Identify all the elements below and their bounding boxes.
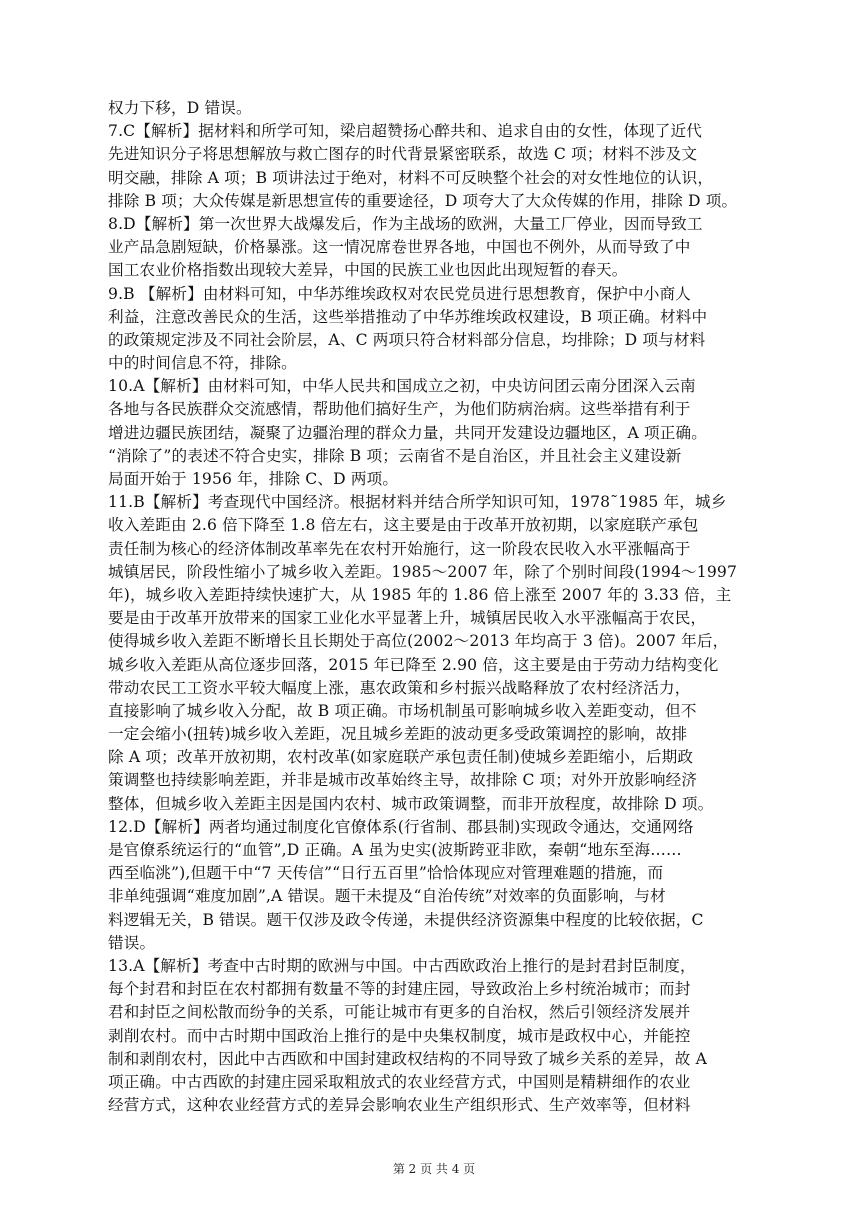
text-line: 13.A【解析】考查中古时期的欧洲与中国。中古西欧政治上推行的是封君封臣制度， [108, 956, 696, 975]
text-line: 利益，注意改善民众的生活，这些举措推动了中华苏维埃政权建设，B 项正确。材料中 [108, 307, 708, 326]
text-line: 使得城乡收入差距不断增长且长期处于高位(2002～2013 年均高于 3 倍)。2007 年后， [108, 632, 729, 651]
text-line: 业产品急剧短缺，价格暴涨。这一情况席卷世界各地，中国也不例外，从而导致了中 [108, 238, 691, 257]
text-line: 9.B 【解析】由材料可知，中华苏维埃政权对农民党员进行思想教育，保护中小商人 [108, 284, 691, 303]
text-line: 项正确。中古西欧的封建庄园采取粗放式的农业经营方式，中国则是精耕细作的农业 [108, 1072, 691, 1091]
text-line: 君和封臣之间松散而纷争的关系，可能让城市有更多的自治权，然后引领经济发展并 [108, 1003, 691, 1022]
text-line: 城乡收入差距从高位逐步回落，2015 年已降至 2.90 倍，这主要是由于劳动力结构变化 [108, 655, 719, 674]
text-line: 明交融，排除 A 项；B 项讲法过于绝对，材料不可反映整个社会的对女性地位的认识， [108, 168, 714, 187]
text-line: 非单纯强调“难度加剧”,A 错误。题干未提及“自治传统”对效率的负面影响，与材 [108, 887, 666, 906]
text-line: 年)，城乡收入差距持续快速扩大，从 1985 年的 1.86 倍上涨至 2007 年的 3.33 倍，主 [108, 585, 732, 604]
text-line: 的政策规定涉及不同社会阶层，A、C 两项只符合材料部分信息，均排除；D 项与材料 [108, 330, 706, 349]
text-line: 排除 B 项；大众传媒是新思想宣传的重要途径，D 项夸大了大众传媒的作用，排除 D 项。 [108, 191, 738, 210]
text-line: 12.D【解析】两者均通过制度化官僚体系(行省制、郡县制)实现政令通达，交通网络 [108, 817, 694, 836]
text-line: 带动农民工工资水平较大幅度上涨，惠农政策和乡村振兴战略释放了农村经济活力， [108, 678, 691, 697]
text-line: “消除了”的表述不符合史实，排除 B 项；云南省不是自治区，并且社会主义建设新 [108, 446, 682, 465]
text-line: 每个封君和封臣在农村都拥有数量不等的封建庄园，导致政治上乡村统治城市；而封 [108, 980, 691, 999]
text-line: 先进知识分子将思想解放与救亡图存的时代背景紧密联系，故选 C 项；材料不涉及文 [108, 145, 698, 164]
text-line: 料逻辑无关，B 错误。题干仅涉及政令传递，未提供经济资源集中程度的比较依据，C [108, 910, 704, 929]
answer-explanation-text [108, 97, 768, 1117]
text-line: 7.C【解析】据材料和所学可知，梁启超赞扬心醉共和、追求自由的女性，体现了近代 [108, 122, 703, 141]
text-line: 权力下移，D 错误。 [108, 99, 252, 117]
text-line: 城镇居民，阶段性缩小了城乡收入差距。1985～2007 年，除了个别时间段(1994～1997 [108, 562, 738, 581]
text-line: 责任制为核心的经济体制改革率先在农村开始施行，这一阶段农民收入水平涨幅高于 [108, 539, 691, 558]
text-line: 11.B【解析】考查现代中国经济。根据材料并结合所学知识可知，1978˜1985 年，城乡 [108, 493, 727, 512]
text-line: 要是由于改革开放带来的国家工业化水平显著上升，城镇居民收入水平涨幅高于农民， [108, 609, 707, 628]
text-line: 直接影响了城乡收入分配，故 B 项正确。市场机制虽可影响城乡收入差距变动，但不 [108, 701, 697, 720]
text-line: 国工农业价格指数出现较大差异，中国的民族工业也因此出现短暂的春天。 [108, 261, 628, 280]
text-line: 剥削农村。而中古时期中国政治上推行的是中央集权制度，城市是政权中心，并能控 [108, 1026, 691, 1045]
text-line: 各地与各民族群众交流感情，帮助他们搞好生产，为他们防病治病。这些举措有利于 [108, 400, 691, 419]
text-line: 中的时间信息不符，排除。 [108, 354, 297, 373]
text-line: 西至临洮”),但题干中“7 天传信”“日行五百里”恰恰体现应对管理难题的措施，而 [108, 864, 664, 883]
text-line: 错误。 [108, 933, 156, 952]
text-line: 一定会缩小(扭转)城乡收入差距，况且城乡差距的波动更多受政策调控的影响，故排 [108, 725, 688, 744]
text-line: 除 A 项；改革开放初期，农村改革(如家庭联产承包责任制)使城乡差距缩小，后期政 [108, 748, 694, 767]
text-line: 是官僚系统运行的“血管”,D 正确。A 虽为史实(波斯跨亚非欧，秦朝“地东至海…… [108, 841, 682, 859]
text-line: 8.D【解析】第一次世界大战爆发后，作为主战场的欧洲，大量工厂停业，因而导致工 [108, 214, 703, 233]
text-line: 整体，但城乡收入差距主因是国内农村、城市政策调整，而非开放程度，故排除 D 项。 [108, 794, 714, 813]
text-line: 策调整也持续影响差距，并非是城市改革始终主导，故排除 C 项；对外开放影响经济 [108, 771, 698, 790]
text-line: 局面开始于 1956 年，排除 C、D 两项。 [108, 470, 399, 488]
text-line: 收入差距由 2.6 倍下降至 1.8 倍左右，这主要是由于改革开放初期，以家庭联产承包 [108, 516, 699, 535]
text-line: 制和剥削农村，因此中古西欧和中国封建政权结构的不同导致了城乡关系的差异，故 A [108, 1049, 708, 1068]
text-line: 10.A【解析】由材料可知，中华人民共和国成立之初，中央访问团云南分团深入云南 [108, 377, 696, 396]
page-footer: 第 2 页 共 4 页 [392, 1162, 476, 1176]
text-line: 经营方式，这种农业经营方式的差异会影响农业生产组织形式、生产效率等，但材料 [108, 1096, 691, 1115]
text-line: 增进边疆民族团结，凝聚了边疆治理的群众力量，共同开发建设边疆地区，A 项正确。 [108, 423, 708, 442]
